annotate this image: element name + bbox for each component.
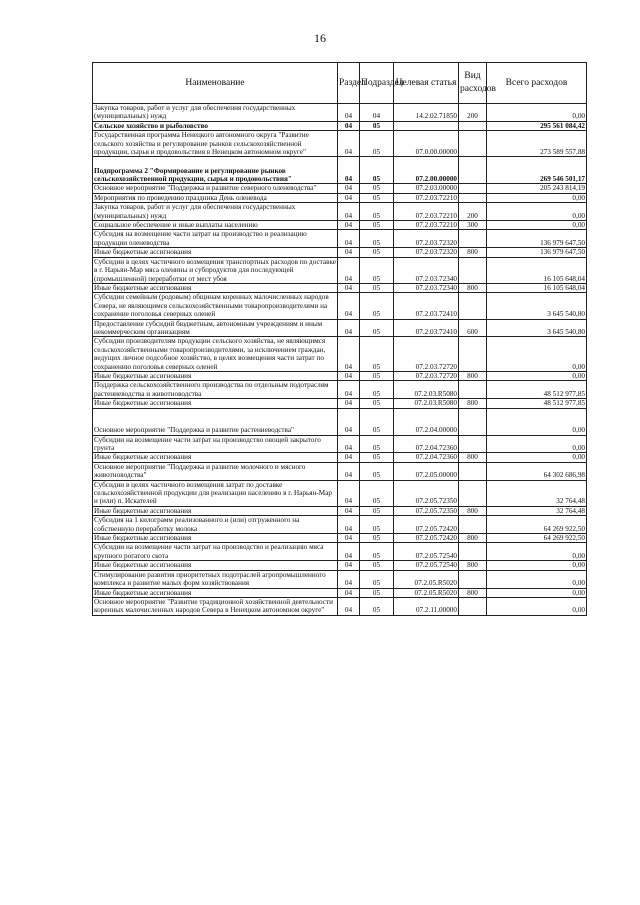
row-section: 04 <box>338 453 360 462</box>
row-section: 04 <box>338 588 360 597</box>
row-total: 0,00 <box>487 435 587 453</box>
header-expense-type: Вид расходов <box>459 63 487 104</box>
row-total: 0,00 <box>487 203 587 221</box>
row-section: 04 <box>338 319 360 337</box>
row-name: Субсидия на возмещение части затрат на производство и реализацию продукции оленеводства <box>93 230 338 248</box>
row-expense-type <box>459 516 487 534</box>
row-expense-type <box>459 293 487 319</box>
row-subsection: 05 <box>360 248 394 257</box>
row-subsection: 05 <box>360 203 394 221</box>
row-section: 04 <box>338 221 360 230</box>
row-total: 64 269 922,50 <box>487 534 587 543</box>
row-name: Субсидии в целях частичного возмещения транспортных расходов по доставке в г. Нарьян-Мар мяса оленины и субпродуктов для последующей (промышленной) переработки от мест убоя <box>94 257 336 283</box>
row-article: 07.2.03.72720 <box>394 371 459 380</box>
row-subsection: 05 <box>360 435 394 453</box>
row-article: 07.2.03.72410 <box>394 293 459 319</box>
row-name: Стимулирование развития приоритетных подотраслей агропромышленного комплекса и развитие малых форм хозяйствования <box>93 570 338 588</box>
table-row <box>93 506 587 515</box>
row-section: 04 <box>338 399 360 408</box>
row-expense-type <box>459 543 487 561</box>
row-article: 14.2.02.71850 <box>394 104 459 122</box>
row-name: Субсидии производителям продукции сельского хозяйства, не являющимся сельскохозяйственными товаропроизводителями, за исключением граждан, ведущих личное подсобное хозяйство, в целях возмещения части затрат по сохранению поголовья северных оленей <box>93 337 338 372</box>
row-subsection: 05 <box>360 408 394 435</box>
row-article: 07.2.05.72420 <box>394 534 459 543</box>
row-subsection: 05 <box>360 293 394 319</box>
row-article: 07.2.05.R5020 <box>394 588 459 597</box>
row-expense-type <box>459 597 487 615</box>
row-subsection: 05 <box>360 131 394 157</box>
row-subsection: 05 <box>360 453 394 462</box>
row-article: 07.2.03.R5080 <box>394 399 459 408</box>
row-subsection: 05 <box>360 534 394 543</box>
row-name: Субсидии семейным (родовым) общинам коренных малочисленных народов Севера, не являющимся сельскохозяйственными товаропроизводителями на сохранение поголовья северных оленей <box>93 293 338 319</box>
row-subsection: 05 <box>360 588 394 597</box>
row-total: 3 645 540,80 <box>487 293 587 319</box>
row-expense-type <box>459 257 487 283</box>
table-row <box>93 157 587 184</box>
table-row <box>93 534 587 543</box>
table-row <box>93 221 587 230</box>
row-article: 07.2.03.72340 <box>394 283 459 292</box>
row-article: 07.2.05.72420 <box>394 516 459 534</box>
row-expense-type <box>459 408 487 435</box>
table-row <box>93 543 587 561</box>
row-subsection: 05 <box>360 184 394 193</box>
row-expense-type: 200 <box>459 104 487 122</box>
row-article: 07.2.03.72340 <box>394 257 459 283</box>
row-expense-type <box>459 435 487 453</box>
row-total: 48 512 977,85 <box>487 381 587 399</box>
row-total: 0,00 <box>487 570 587 588</box>
header-name: Наименование <box>93 63 338 104</box>
row-article: 07.2.03.72320 <box>394 248 459 257</box>
row-article: 07.2.03.72720 <box>394 337 459 372</box>
row-total: 136 979 647,50 <box>487 230 587 248</box>
table-row <box>93 184 587 193</box>
page-number: 16 <box>314 31 326 45</box>
row-subsection: 04 <box>360 104 394 122</box>
table-row <box>93 230 587 248</box>
row-subsection: 05 <box>360 193 394 202</box>
row-expense-type <box>459 184 487 193</box>
row-name: Иные бюджетные ассигнования <box>93 371 338 380</box>
header-total: Всего расходов <box>487 63 587 104</box>
row-subsection: 05 <box>360 480 394 506</box>
row-article: 07.2.03.72320 <box>394 230 459 248</box>
row-section: 04 <box>338 184 360 193</box>
row-subsection: 05 <box>360 283 394 292</box>
table-row <box>93 480 587 506</box>
row-article: 07.2.05.72540 <box>394 561 459 570</box>
table-row <box>93 453 587 462</box>
row-total: 295 561 084,42 <box>487 121 587 130</box>
row-expense-type <box>459 570 487 588</box>
row-expense-type: 800 <box>459 534 487 543</box>
row-article: 07.2.04.72360 <box>394 435 459 453</box>
row-expense-type: 300 <box>459 221 487 230</box>
row-article: 07.2.03.72210 <box>394 221 459 230</box>
row-section: 04 <box>338 371 360 380</box>
row-total: 48 512 977,85 <box>487 399 587 408</box>
row-article: 07.2.05.00000 <box>394 462 459 480</box>
row-section: 04 <box>338 157 360 184</box>
row-total: 273 589 557,88 <box>487 131 587 157</box>
row-name: Иные бюджетные ассигнования <box>93 453 338 462</box>
row-total: 0,00 <box>487 453 587 462</box>
row-expense-type: 800 <box>459 371 487 380</box>
row-section: 04 <box>338 193 360 202</box>
table-row <box>93 131 587 157</box>
table-row <box>93 193 587 202</box>
row-name: Субсидия на 1 килограмм реализованного и (или) отгруженного на собственную переработку молока <box>93 516 338 534</box>
table-body <box>93 104 587 616</box>
row-total: 269 546 501,17 <box>487 157 587 184</box>
row-section: 04 <box>338 462 360 480</box>
row-article: 07.2.05.R5020 <box>394 570 459 588</box>
table-row <box>93 588 587 597</box>
row-total: 0,00 <box>487 408 587 435</box>
header-article: Целевая статья <box>394 63 459 104</box>
row-article: 07.2.05.72350 <box>394 506 459 515</box>
row-name: Социальное обеспечение и иные выплаты населению <box>93 221 338 230</box>
row-subsection: 05 <box>360 157 394 184</box>
row-name: Подпрограмма 2 "Формирование и регулирование рынков сельскохозяйственной продукции, сырья и продовольствия" <box>93 157 338 184</box>
table-row <box>93 337 587 372</box>
table-row <box>93 435 587 453</box>
row-section: 04 <box>338 248 360 257</box>
row-name: Мероприятия по проведению праздника День оленевода <box>93 193 338 202</box>
row-name: Основное мероприятие "Поддержка и развитие растениеводства" <box>93 408 338 435</box>
table-row <box>93 293 587 319</box>
table-row <box>93 399 587 408</box>
row-name: Государственная программа Ненецкого автономного округа "Развитие сельского хозяйства и регулирование рынков сельскохозяйственной продукции, сырья и продовольствия в Ненецком автономном округе" <box>93 131 338 157</box>
table-row <box>93 257 587 283</box>
row-expense-type <box>459 131 487 157</box>
row-section: 04 <box>338 408 360 435</box>
row-section: 04 <box>338 257 360 283</box>
row-total: 64 269 922,50 <box>487 516 587 534</box>
table-row <box>93 597 587 615</box>
row-section: 04 <box>338 131 360 157</box>
row-article: 07.2.03.R5080 <box>394 381 459 399</box>
row-expense-type <box>459 480 487 506</box>
row-total: 0,00 <box>487 104 587 122</box>
row-name: Основное мероприятие "Развитие традиционной хозяйственной деятельности коренных малочисленных народов Севера в Ненецком автономном округе" <box>93 597 338 615</box>
table-row <box>93 462 587 480</box>
table-row <box>93 248 587 257</box>
row-total: 205 243 814,19 <box>487 184 587 193</box>
row-subsection: 05 <box>360 462 394 480</box>
row-expense-type <box>459 462 487 480</box>
table-row <box>93 561 587 570</box>
row-name: Основное мероприятие "Поддержка и развитие молочного и мясного животноводства" <box>93 462 338 480</box>
table-row <box>93 283 587 292</box>
row-section: 04 <box>338 293 360 319</box>
header-section: Раздел <box>338 63 360 104</box>
row-section: 04 <box>338 435 360 453</box>
table-row <box>93 381 587 399</box>
row-article: 07.2.04.00000 <box>394 408 459 435</box>
row-section: 04 <box>338 480 360 506</box>
table-row <box>93 104 587 122</box>
row-name: Субсидии в целях частичного возмещения затрат по доставке сельскохозяйственной продукции для реализации населению в г. Нарьян-Мар и (или) п. Искателей <box>93 480 338 506</box>
row-expense-type: 800 <box>459 453 487 462</box>
row-expense-type <box>459 230 487 248</box>
row-subsection: 05 <box>360 597 394 615</box>
table-row <box>93 408 587 435</box>
header-subsection: Подраздел <box>360 63 394 104</box>
row-total: 0,00 <box>487 193 587 202</box>
row-section: 04 <box>338 506 360 515</box>
row-article: 07.2.04.72360 <box>394 453 459 462</box>
row-section: 04 <box>338 381 360 399</box>
row-total: 16 105 648,04 <box>487 257 587 283</box>
row-name: Сельское хозяйство и рыболовство <box>93 121 338 130</box>
row-subsection: 05 <box>360 230 394 248</box>
table-header <box>93 63 587 104</box>
row-subsection: 05 <box>360 337 394 372</box>
row-subsection: 05 <box>360 561 394 570</box>
row-name: Иные бюджетные ассигнования <box>93 399 338 408</box>
row-article: 07.2.05.72350 <box>394 480 459 506</box>
row-name: Поддержка сельскохозяйственного производства по отдельным подотраслям растениеводства и животноводства <box>93 381 338 399</box>
table-row <box>93 516 587 534</box>
row-total: 64 302 686,98 <box>487 462 587 480</box>
row-subsection: 05 <box>360 319 394 337</box>
row-expense-type: 800 <box>459 506 487 515</box>
row-section: 04 <box>338 121 360 130</box>
row-section: 04 <box>338 337 360 372</box>
row-total: 136 979 647,50 <box>487 248 587 257</box>
row-subsection: 05 <box>360 516 394 534</box>
row-expense-type <box>459 157 487 184</box>
row-article: 07.2.00.00000 <box>394 157 459 184</box>
row-article: 07.2.05.72540 <box>394 543 459 561</box>
row-article: 07.2.03.00000 <box>394 184 459 193</box>
row-expense-type: 800 <box>459 248 487 257</box>
row-subsection: 05 <box>360 121 394 130</box>
row-article: 07.0.00.00000 <box>394 131 459 157</box>
row-expense-type: 200 <box>459 203 487 221</box>
row-expense-type <box>459 193 487 202</box>
row-expense-type: 800 <box>459 399 487 408</box>
row-name: Иные бюджетные ассигнования <box>93 248 338 257</box>
row-subsection: 05 <box>360 543 394 561</box>
row-name: Иные бюджетные ассигнования <box>93 561 338 570</box>
row-section: 04 <box>338 534 360 543</box>
row-expense-type <box>459 121 487 130</box>
row-name: Иные бюджетные ассигнования <box>93 283 338 292</box>
row-section: 04 <box>338 561 360 570</box>
row-section: 04 <box>338 230 360 248</box>
row-name: Иные бюджетные ассигнования <box>93 506 338 515</box>
table-row <box>93 371 587 380</box>
row-total: 0,00 <box>487 337 587 372</box>
row-name: Предоставление субсидий бюджетным, автономным учреждениям и иным некоммерческим организациям <box>93 319 338 337</box>
row-name: Иные бюджетные ассигнования <box>93 588 338 597</box>
row-subsection: 05 <box>360 257 394 283</box>
row-section: 04 <box>338 104 360 122</box>
row-article: 07.2.03.72210 <box>394 203 459 221</box>
row-subsection: 05 <box>360 399 394 408</box>
row-article: 07.2.11.00000 <box>394 597 459 615</box>
row-expense-type: 800 <box>459 561 487 570</box>
row-name: Основное мероприятие "Поддержка и развитие северного оленеводства" <box>93 184 338 193</box>
row-expense-type <box>459 337 487 372</box>
row-total: 0,00 <box>487 588 587 597</box>
row-total: 0,00 <box>487 371 587 380</box>
row-total: 32 764,48 <box>487 480 587 506</box>
row-section: 04 <box>338 597 360 615</box>
row-subsection: 05 <box>360 221 394 230</box>
row-article: 07.2.03.72410 <box>394 319 459 337</box>
row-subsection: 05 <box>360 371 394 380</box>
row-total: 0,00 <box>487 597 587 615</box>
row-subsection: 05 <box>360 381 394 399</box>
table-row <box>93 121 587 130</box>
row-section: 04 <box>338 283 360 292</box>
row-article <box>394 121 459 130</box>
row-section: 04 <box>338 543 360 561</box>
row-expense-type: 800 <box>459 588 487 597</box>
row-section: 04 <box>338 203 360 221</box>
table-row <box>93 319 587 337</box>
row-total: 16 105 648,04 <box>487 283 587 292</box>
row-name: Закупка товаров, работ и услуг для обеспечения государственных (муниципальных) нужд <box>93 104 338 122</box>
row-section: 04 <box>338 516 360 534</box>
row-name: Иные бюджетные ассигнования <box>93 534 338 543</box>
row-name: Закупка товаров, работ и услуг для обеспечения государственных (муниципальных) нужд <box>93 203 338 221</box>
row-subsection: 05 <box>360 506 394 515</box>
row-name: Субсидии на возмещение части затрат на производство овощей закрытого грунта <box>93 435 338 453</box>
row-article: 07.2.03.72210 <box>394 193 459 202</box>
row-name: Субсидии на возмещение части затрат на производство и реализацию мяса крупного рогатого скота <box>93 543 338 561</box>
table-row <box>93 570 587 588</box>
row-total: 0,00 <box>487 561 587 570</box>
row-total: 32 764,48 <box>487 506 587 515</box>
row-total: 3 645 540,80 <box>487 319 587 337</box>
row-expense-type <box>459 381 487 399</box>
row-expense-type: 800 <box>459 283 487 292</box>
row-expense-type: 600 <box>459 319 487 337</box>
row-total: 0,00 <box>487 221 587 230</box>
row-subsection: 05 <box>360 570 394 588</box>
row-total: 0,00 <box>487 543 587 561</box>
budget-table <box>92 62 587 616</box>
row-section: 04 <box>338 570 360 588</box>
table-row <box>93 203 587 221</box>
